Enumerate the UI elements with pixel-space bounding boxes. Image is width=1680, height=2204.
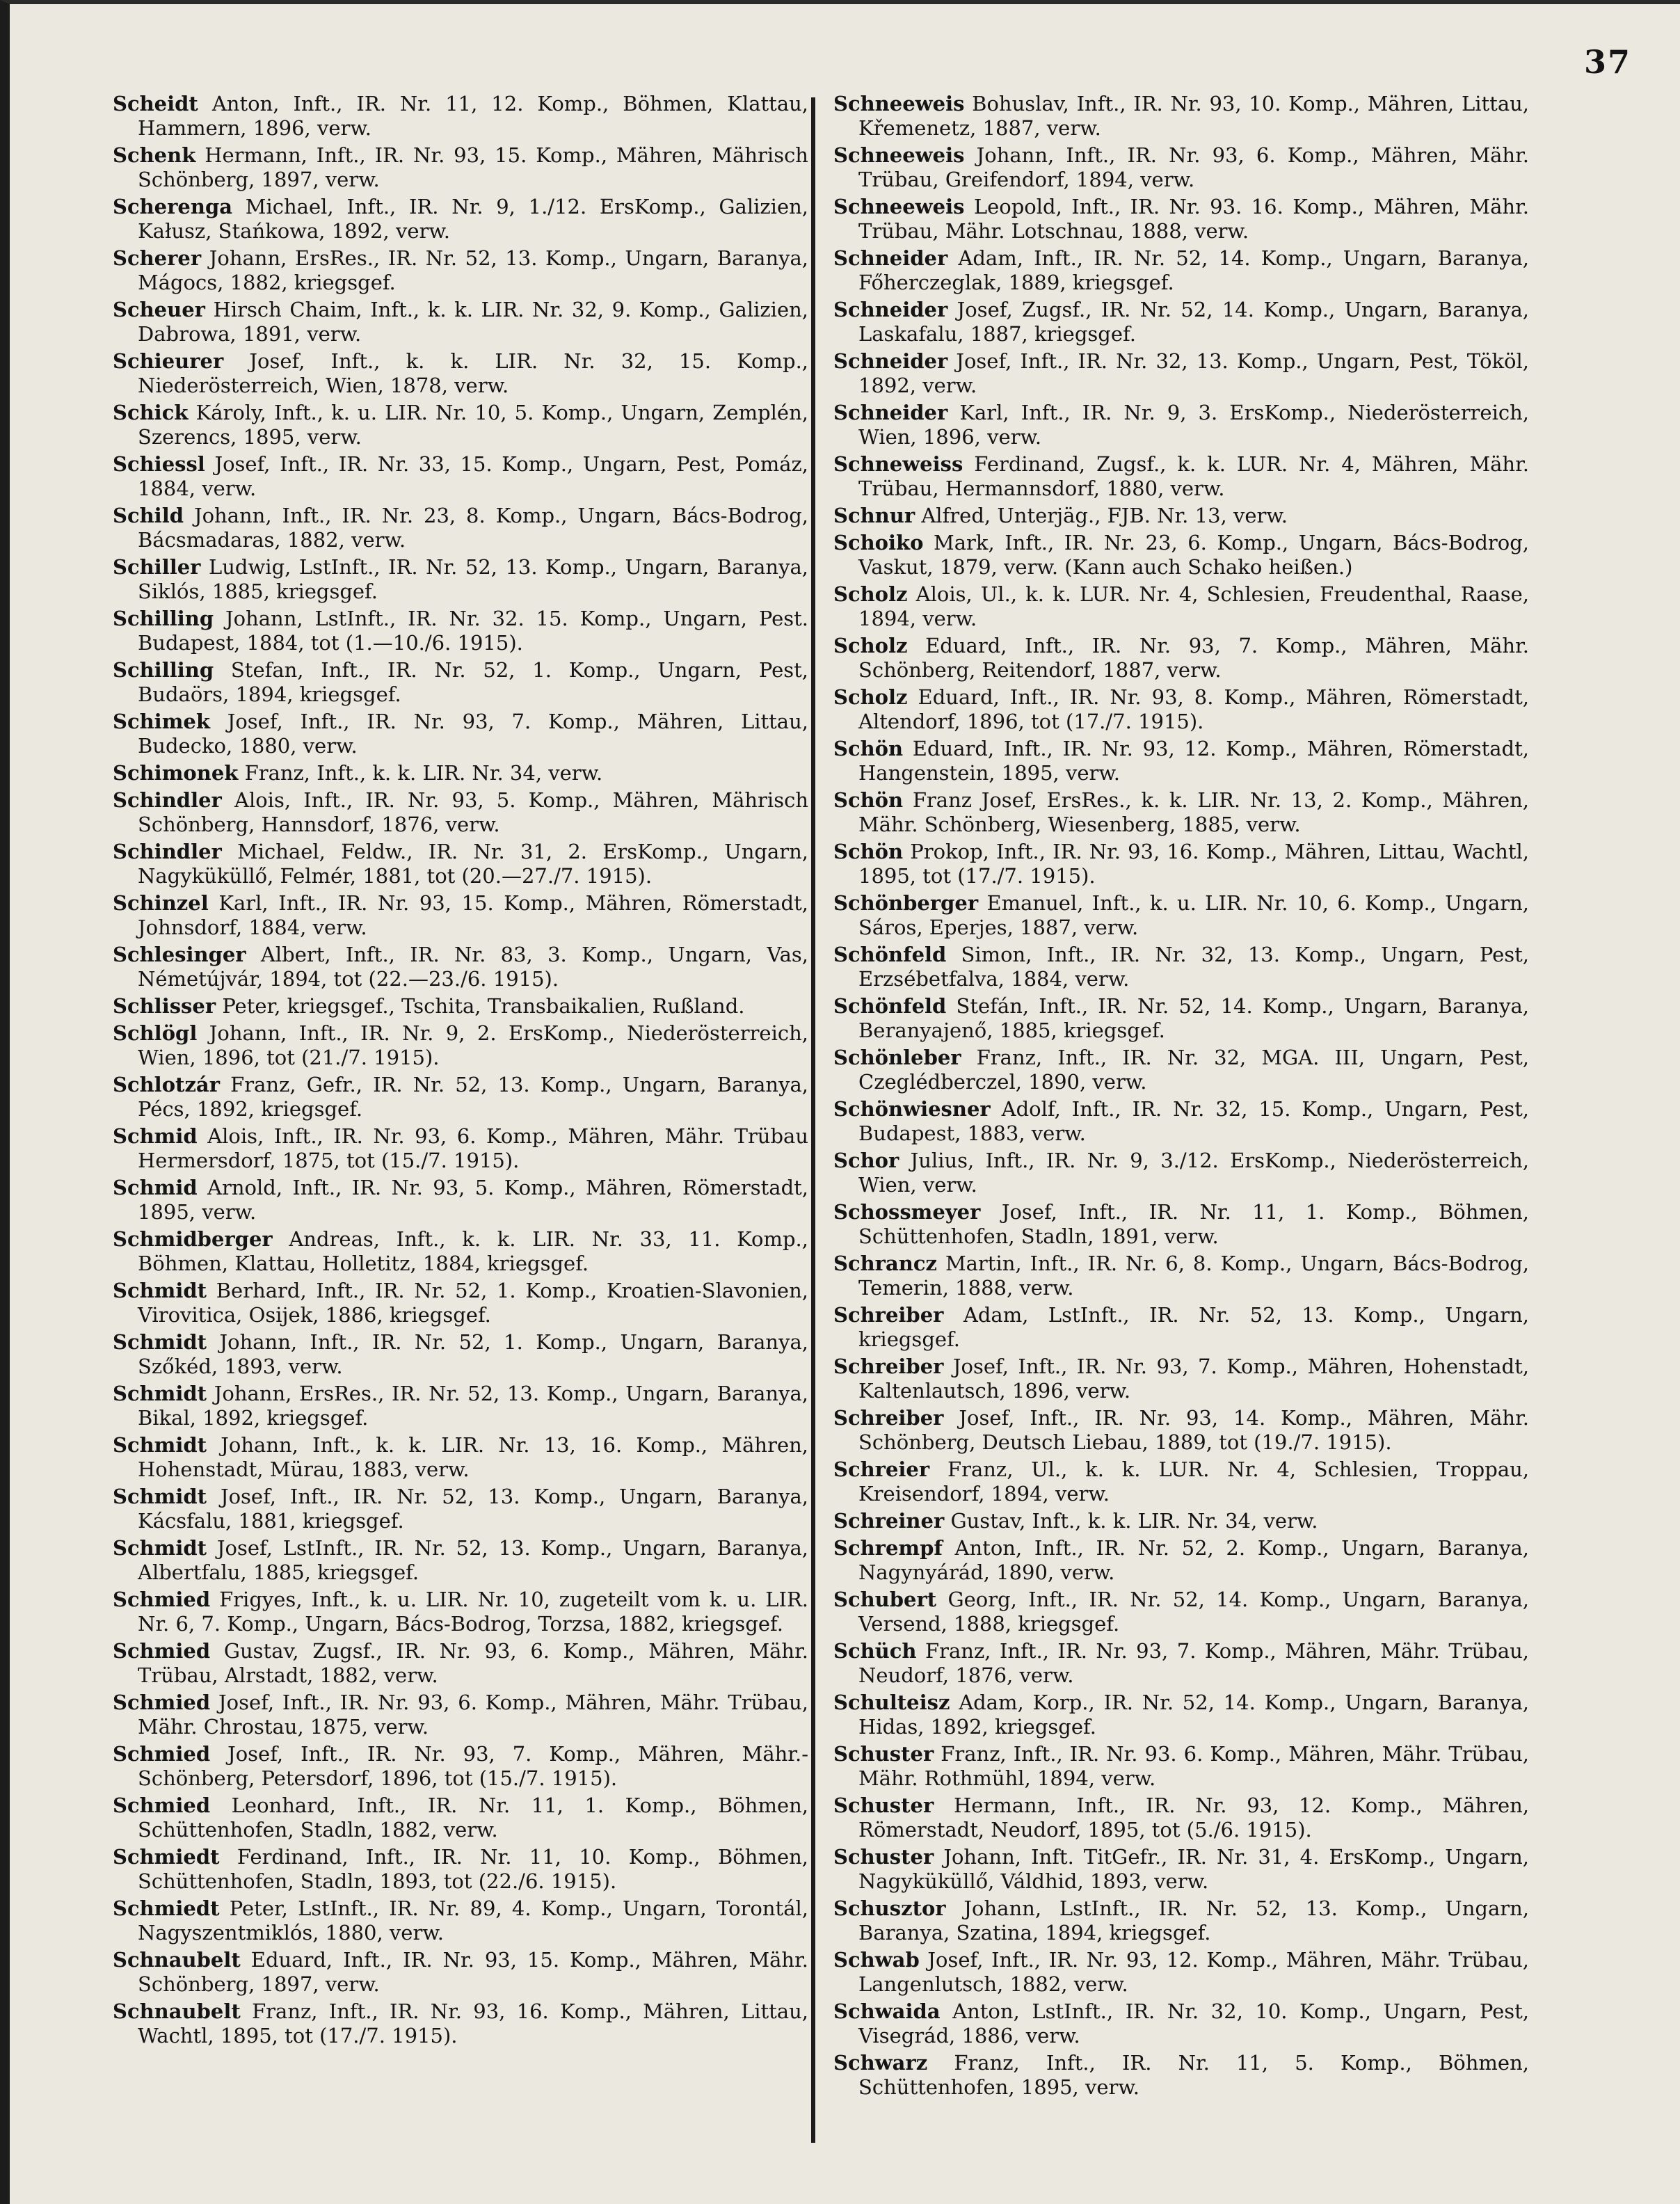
entry-surname: Schmiedt bbox=[113, 1845, 220, 1869]
entry-surname: Schindler bbox=[113, 840, 222, 863]
entry bbox=[113, 143, 808, 192]
entry-surname: Schnaubelt bbox=[113, 1999, 241, 2023]
entry-details: Josef, Inft., IR. Nr. 11, 1. Komp., Böhmen, Schüttenhofen, Stadln, 1891, verw. bbox=[858, 1200, 1530, 1248]
entry bbox=[113, 710, 808, 758]
entry-surname: Schrancz bbox=[833, 1252, 937, 1275]
entry-details: Johann, Inft., IR. Nr. 52, 1. Komp., Ungarn, Baranya, Szőkéd, 1893, verw. bbox=[138, 1330, 808, 1378]
entry-details: Hermann, Inft., IR. Nr. 93, 15. Komp., Mähren, Mährisch Schönberg, 1897, verw. bbox=[138, 143, 808, 191]
entry-surname: Schlesinger bbox=[113, 943, 246, 966]
entry-details: Josef, Inft., IR. Nr. 93, 6. Komp., Mähren, Mähr. Trübau, Mähr. Chrostau, 1875, verw. bbox=[138, 1691, 808, 1739]
entry-details: Michael, Inft., IR. Nr. 9, 1./12. ErsKomp., Galizien, Kałusz, Stańkowa, 1892, verw. bbox=[138, 195, 809, 243]
entry bbox=[833, 401, 1529, 449]
entry-surname: Schmid bbox=[113, 1124, 198, 1148]
entry bbox=[833, 1355, 1529, 1403]
entry bbox=[113, 1845, 808, 1894]
entry bbox=[833, 531, 1529, 580]
entry-surname: Schor bbox=[833, 1149, 899, 1172]
entry-details: Hermann, Inft., IR. Nr. 93, 12. Komp., Mähren, Römerstadt, Neudorf, 1895, tot (5./6. 1915). bbox=[858, 1794, 1530, 1842]
entry-details: Leonhard, Inft., IR. Nr. 11, 1. Komp., Böhmen, Schüttenhofen, Stadln, 1882, verw. bbox=[138, 1794, 808, 1842]
entry bbox=[113, 1896, 808, 1945]
entry-surname: Schneeweis bbox=[833, 92, 965, 115]
entry-details: Johann, Inft., IR. Nr. 93, 6. Komp., Mähren, Mähr. Trübau, Greifendorf, 1894, verw. bbox=[858, 143, 1529, 191]
entry-surname: Schönwiesner bbox=[833, 1097, 991, 1121]
entry-surname: Schneider bbox=[833, 401, 948, 424]
entry-surname: Schieurer bbox=[113, 349, 224, 373]
entry-details: Johann, ErsRes., IR. Nr. 52, 13. Komp., Ungarn, Baranya, Mágocs, 1882, kriegsgef. bbox=[138, 246, 809, 294]
entry bbox=[833, 1252, 1529, 1300]
entry-surname: Schick bbox=[113, 401, 189, 424]
entry-surname: Scherenga bbox=[113, 195, 233, 218]
entry-surname: Schossmeyer bbox=[833, 1200, 981, 1224]
entry-surname: Scherer bbox=[113, 246, 202, 270]
entry-details: Eduard, Inft., IR. Nr. 93, 15. Komp., Mähren, Mähr. Schönberg, 1897, verw. bbox=[138, 1948, 808, 1996]
entry-details: Josef, Inft., IR. Nr. 93, 7. Komp., Mähren, Mähr.-Schönberg, Petersdorf, 1896, tot (15./7. 1915). bbox=[138, 1742, 808, 1790]
entry-details: Emanuel, Inft., k. u. LIR. Nr. 10, 6. Komp., Ungarn, Sáros, Eperjes, 1887, verw. bbox=[858, 891, 1530, 939]
entry-details: Andreas, Inft., k. k. LIR. Nr. 33, 11. Komp., Böhmen, Klattau, Holletitz, 1884, kriegsgef. bbox=[138, 1227, 808, 1275]
entry bbox=[113, 658, 808, 707]
entry bbox=[113, 1536, 808, 1585]
entry-surname: Schreiber bbox=[833, 1406, 944, 1430]
entry-details: Ferdinand, Inft., IR. Nr. 11, 10. Komp., Böhmen, Schüttenhofen, Stadln, 1893, tot (22./6. 1915). bbox=[138, 1845, 808, 1893]
entry bbox=[113, 1227, 808, 1276]
entry bbox=[833, 840, 1529, 888]
entry-details: Josef, Inft., IR. Nr. 93, 12. Komp., Mähren, Mähr. Trübau, Langenlutsch, 1882, verw. bbox=[858, 1948, 1529, 1996]
entry bbox=[833, 943, 1529, 991]
entry-surname: Schreiber bbox=[833, 1355, 944, 1378]
entry bbox=[113, 1742, 808, 1791]
entry-details: Hirsch Chaim, Inft., k. k. LIR. Nr. 32, 9. Komp., Galizien, Dabrowa, 1891, verw. bbox=[138, 298, 808, 346]
entry-surname: Schmidt bbox=[113, 1485, 207, 1508]
entry bbox=[113, 195, 808, 243]
entry-surname: Schmidt bbox=[113, 1279, 207, 1302]
entry-details: Franz, Gefr., IR. Nr. 52, 13. Komp., Ungarn, Baranya, Pécs, 1892, kriegsgef. bbox=[138, 1073, 808, 1121]
entry-details: Johann, Inft., IR. Nr. 9, 2. ErsKomp., Niederösterreich, Wien, 1896, tot (21./7. 1915). bbox=[138, 1021, 809, 1069]
entry-surname: Schneider bbox=[833, 349, 948, 373]
entry-surname: Schrempf bbox=[833, 1536, 943, 1560]
entry bbox=[113, 994, 808, 1019]
entry-details: Franz, Inft., IR. Nr. 93, 16. Komp., Mähren, Littau, Wachtl, 1895, tot (17./7. 1915). bbox=[138, 1999, 809, 2047]
entry-surname: Schuster bbox=[833, 1794, 934, 1817]
entry-surname: Schmied bbox=[113, 1588, 211, 1611]
entry-details: Simon, Inft., IR. Nr. 32, 13. Komp., Ungarn, Pest, Erzsébetfalva, 1884, verw. bbox=[858, 943, 1529, 991]
entry-surname: Schubert bbox=[833, 1588, 937, 1611]
entry-surname: Schenk bbox=[113, 143, 196, 167]
entry-surname: Schnaubelt bbox=[113, 1948, 241, 1972]
entry-surname: Schmidberger bbox=[113, 1227, 273, 1251]
entry bbox=[113, 1124, 808, 1173]
entry-details: Josef, Inft., k. k. LIR. Nr. 32, 15. Komp., Niederösterreich, Wien, 1878, verw. bbox=[138, 349, 809, 397]
entry-details: Franz, Inft., IR. Nr. 11, 5. Komp., Böhmen, Schüttenhofen, 1895, verw. bbox=[858, 2051, 1529, 2099]
entry bbox=[113, 1999, 808, 2048]
entry bbox=[833, 634, 1529, 682]
page-number: 37 bbox=[1583, 43, 1631, 81]
entry bbox=[113, 504, 808, 552]
entry-details: Frigyes, Inft., k. u. LIR. Nr. 10, zugeteilt vom k. u. LIR. Nr. 6, 7. Komp., Ungarn, Bács-Bodrog, Torzsa, 1882, kriegsgef. bbox=[138, 1588, 809, 1636]
entry-details: Josef, Inft., IR. Nr. 93, 14. Komp., Mähren, Mähr. Schönberg, Deutsch Liebau, 1889, tot (19./7. 1915). bbox=[858, 1406, 1530, 1454]
entry-details: Anton, Inft., IR. Nr. 11, 12. Komp., Böhmen, Klattau, Hammern, 1896, verw. bbox=[138, 92, 808, 140]
entry-details: Károly, Inft., k. u. LIR. Nr. 10, 5. Komp., Ungarn, Zemplén, Szerencs, 1895, verw. bbox=[138, 401, 808, 449]
entry-details: Josef, Inft., IR. Nr. 52, 13. Komp., Ungarn, Baranya, Kácsfalu, 1881, kriegsgef. bbox=[138, 1485, 808, 1533]
entry-details: Karl, Inft., IR. Nr. 93, 15. Komp., Mähren, Römerstadt, Johnsdorf, 1884, verw. bbox=[138, 891, 808, 939]
entry-surname: Schreiber bbox=[833, 1303, 944, 1327]
entry-details: Gustav, Zugsf., IR. Nr. 93, 6. Komp., Mähren, Mähr. Trübau, Alrstadt, 1882, verw. bbox=[138, 1639, 808, 1687]
entry-details: Franz, Inft., IR. Nr. 32, MGA. III, Ungarn, Pest, Czeglédberczel, 1890, verw. bbox=[858, 1046, 1530, 1094]
entry-details: Alfred, Unterjäg., FJB. Nr. 13, verw. bbox=[921, 504, 1288, 527]
entry bbox=[113, 452, 808, 501]
entry-surname: Schimek bbox=[113, 710, 210, 733]
entry-surname: Schilling bbox=[113, 607, 214, 630]
column-divider bbox=[811, 97, 815, 2143]
entry-details: Adam, Inft., IR. Nr. 52, 14. Komp., Ungarn, Baranya, Főherczeglak, 1889, kriegsgef. bbox=[858, 246, 1529, 294]
entry-surname: Schuster bbox=[833, 1845, 934, 1869]
entry bbox=[833, 452, 1529, 501]
entry-surname: Schreier bbox=[833, 1458, 930, 1481]
entry bbox=[113, 840, 808, 888]
entry-details: Franz, Inft., k. k. LIR. Nr. 34, verw. bbox=[244, 761, 603, 785]
entry-details: Martin, Inft., IR. Nr. 6, 8. Komp., Ungarn, Bács-Bodrog, Temerin, 1888, verw. bbox=[858, 1252, 1530, 1300]
entry-details: Peter, LstInft., IR. Nr. 89, 4. Komp., Ungarn, Torontál, Nagyszentmiklós, 1880, verw. bbox=[138, 1896, 808, 1945]
entry-details: Josef, Inft., IR. Nr. 93, 7. Komp., Mähren, Littau, Budecko, 1880, verw. bbox=[138, 710, 808, 758]
entry bbox=[833, 92, 1529, 141]
entry-surname: Schneider bbox=[833, 246, 948, 270]
entry-surname: Schmied bbox=[113, 1794, 211, 1817]
entry-surname: Schmidt bbox=[113, 1330, 207, 1354]
entry bbox=[113, 1021, 808, 1070]
entry bbox=[113, 891, 808, 940]
entry-surname: Schönfeld bbox=[833, 994, 947, 1018]
entry-surname: Schmidt bbox=[113, 1536, 207, 1560]
entry-surname: Schimonek bbox=[113, 761, 239, 785]
entry bbox=[113, 1691, 808, 1739]
entry bbox=[113, 246, 808, 295]
entry-surname: Schwab bbox=[833, 1948, 920, 1972]
entry bbox=[113, 1279, 808, 1327]
entry-surname: Schinzel bbox=[113, 891, 209, 915]
entry bbox=[833, 1948, 1529, 1997]
entry bbox=[833, 685, 1529, 734]
entry-surname: Schlotzár bbox=[113, 1073, 220, 1096]
entry-details: Josef, LstInft., IR. Nr. 52, 13. Komp., Ungarn, Baranya, Albertfalu, 1885, kriegsgef. bbox=[138, 1536, 808, 1584]
entry-details: Johann, LstInft., IR. Nr. 52, 13. Komp., Ungarn, Baranya, Szatina, 1894, kriegsgef. bbox=[858, 1896, 1530, 1945]
entry bbox=[833, 1509, 1529, 1533]
entry-surname: Schmid bbox=[113, 1176, 198, 1199]
entry-details: Leopold, Inft., IR. Nr. 93. 16. Komp., Mähren, Mähr. Trübau, Mähr. Lotschnau, 1888, verw. bbox=[858, 195, 1529, 243]
entry bbox=[833, 1046, 1529, 1094]
entry-details: Adolf, Inft., IR. Nr. 32, 15. Komp., Ungarn, Pest, Budapest, 1883, verw. bbox=[858, 1097, 1529, 1145]
entry-details: Gustav, Inft., k. k. LIR. Nr. 34, verw. bbox=[950, 1509, 1318, 1533]
entry-surname: Schmied bbox=[113, 1639, 211, 1663]
entry bbox=[113, 1433, 808, 1482]
entry bbox=[833, 1536, 1529, 1585]
entry bbox=[833, 788, 1529, 837]
entry bbox=[833, 1845, 1529, 1894]
entry bbox=[113, 1382, 808, 1430]
entry-surname: Scholz bbox=[833, 685, 908, 709]
entry-surname: Schlisser bbox=[113, 994, 216, 1018]
entry-surname: Schönberger bbox=[833, 891, 979, 915]
entry bbox=[833, 1896, 1529, 1945]
entry bbox=[833, 1999, 1529, 2048]
entry-surname: Schön bbox=[833, 737, 904, 760]
entry-surname: Schoiko bbox=[833, 531, 924, 554]
entry-details: Eduard, Inft., IR. Nr. 93, 12. Komp., Mähren, Römerstadt, Hangenstein, 1895, verw. bbox=[858, 737, 1529, 785]
entry-details: Julius, Inft., IR. Nr. 9, 3./12. ErsKomp., Niederösterreich, Wien, verw. bbox=[858, 1149, 1529, 1197]
entry-surname: Schmied bbox=[113, 1742, 211, 1766]
entry-details: Georg, Inft., IR. Nr. 52, 14. Komp., Ungarn, Baranya, Versend, 1888, kriegsgef. bbox=[858, 1588, 1529, 1636]
entry-surname: Schneider bbox=[833, 298, 948, 321]
entry bbox=[833, 1097, 1529, 1146]
entry bbox=[833, 298, 1529, 346]
entry-details: Albert, Inft., IR. Nr. 83, 3. Komp., Ungarn, Vas, Németújvár, 1894, tot (22.—23./6. 1915). bbox=[138, 943, 808, 991]
entry-surname: Scholz bbox=[833, 582, 908, 606]
entry-surname: Schuster bbox=[833, 1742, 934, 1766]
entry bbox=[113, 1948, 808, 1997]
entry bbox=[113, 943, 808, 991]
entry-surname: Scheuer bbox=[113, 298, 205, 321]
entry-details: Ludwig, LstInft., IR. Nr. 52, 13. Komp., Ungarn, Baranya, Siklós, 1885, kriegsgef. bbox=[138, 555, 808, 603]
entry bbox=[113, 788, 808, 837]
entry-details: Eduard, Inft., IR. Nr. 93, 8. Komp., Mähren, Römerstadt, Altendorf, 1896, tot (17./7. 1915). bbox=[858, 685, 1530, 733]
entry-surname: Schwarz bbox=[833, 2051, 928, 2075]
entry bbox=[833, 1639, 1529, 1688]
entry bbox=[113, 92, 808, 141]
entry bbox=[113, 1588, 808, 1636]
entry bbox=[113, 555, 808, 604]
entry-surname: Schindler bbox=[113, 788, 222, 812]
entry-details: Peter, kriegsgef., Tschita, Transbaikalien, Rußland. bbox=[222, 994, 745, 1018]
entry-details: Anton, Inft., IR. Nr. 52, 2. Komp., Ungarn, Baranya, Nagynyárád, 1890, verw. bbox=[858, 1536, 1530, 1584]
entry-surname: Scheidt bbox=[113, 92, 198, 115]
entry-details: Franz Josef, ErsRes., k. k. LIR. Nr. 13, 2. Komp., Mähren, Mähr. Schönberg, Wiesenberg, 1885, verw. bbox=[858, 788, 1529, 836]
entry bbox=[113, 401, 808, 449]
entry bbox=[833, 1303, 1529, 1352]
entry bbox=[113, 1485, 808, 1533]
entry-surname: Schneeweis bbox=[833, 195, 965, 218]
entry-details: Eduard, Inft., IR. Nr. 93, 7. Komp., Mähren, Mähr. Schönberg, Reitendorf, 1887, verw. bbox=[858, 634, 1529, 682]
entry-surname: Schiessl bbox=[113, 452, 205, 476]
entry bbox=[833, 582, 1529, 631]
entry-surname: Schönleber bbox=[833, 1046, 961, 1069]
entry-details: Josef, Zugsf., IR. Nr. 52, 14. Komp., Ungarn, Baranya, Laskafalu, 1887, kriegsgef. bbox=[858, 298, 1529, 346]
entry-details: Johann, Inft., k. k. LIR. Nr. 13, 16. Komp., Mähren, Hohenstadt, Mürau, 1883, verw. bbox=[138, 1433, 808, 1481]
entry-details: Josef, Inft., IR. Nr. 32, 13. Komp., Ungarn, Pest, Tököl, 1892, verw. bbox=[858, 349, 1530, 397]
entry-details: Franz, Inft., IR. Nr. 93, 7. Komp., Mähren, Mähr. Trübau, Neudorf, 1876, verw. bbox=[858, 1639, 1529, 1687]
entry bbox=[113, 1330, 808, 1379]
entry bbox=[833, 1149, 1529, 1197]
entry-details: Josef, Inft., IR. Nr. 33, 15. Komp., Ungarn, Pest, Pomáz, 1884, verw. bbox=[138, 452, 808, 500]
entry-details: Arnold, Inft., IR. Nr. 93, 5. Komp., Mähren, Römerstadt, 1895, verw. bbox=[138, 1176, 809, 1224]
entry-surname: Schmidt bbox=[113, 1433, 207, 1457]
entry bbox=[833, 1200, 1529, 1249]
entry bbox=[833, 737, 1529, 785]
entry-details: Alois, Inft., IR. Nr. 93, 6. Komp., Mähren, Mähr. Trübau Hermersdorf, 1875, tot (15./7. 1915). bbox=[138, 1124, 809, 1172]
entry bbox=[833, 1406, 1529, 1455]
entry bbox=[833, 1588, 1529, 1636]
entry-details: Johann, Inft. TitGefr., IR. Nr. 31, 4. ErsKomp., Ungarn, Nagyküküllő, Váldhid, 1893, verw. bbox=[858, 1845, 1529, 1893]
entry bbox=[833, 2051, 1529, 2100]
entry-details: Berhard, Inft., IR. Nr. 52, 1. Komp., Kroatien-Slavonien, Virovitica, Osijek, 1886, kriegsgef. bbox=[138, 1279, 808, 1327]
entry-surname: Schwaida bbox=[833, 1999, 941, 2023]
entry-details: Michael, Feldw., IR. Nr. 31, 2. ErsKomp., Ungarn, Nagyküküllő, Felmér, 1881, tot (20.—27./7. 1915). bbox=[138, 840, 808, 888]
left-column bbox=[113, 92, 808, 2051]
entry bbox=[833, 504, 1529, 528]
entry bbox=[113, 298, 808, 346]
entry-surname: Schön bbox=[833, 840, 904, 863]
entry bbox=[833, 195, 1529, 243]
entry-details: Karl, Inft., IR. Nr. 9, 3. ErsKomp., Niederösterreich, Wien, 1896, verw. bbox=[858, 401, 1529, 449]
entry-details: Franz, Ul., k. k. LUR. Nr. 4, Schlesien, Troppau, Kreisendorf, 1894, verw. bbox=[858, 1458, 1530, 1506]
entry-surname: Scholz bbox=[833, 634, 908, 657]
entry bbox=[113, 1176, 808, 1224]
entry bbox=[113, 1639, 808, 1688]
entry-details: Anton, LstInft., IR. Nr. 32, 10. Komp., Ungarn, Pest, Visegrád, 1886, verw. bbox=[858, 1999, 1529, 2047]
entry-details: Adam, Korp., IR. Nr. 52, 14. Komp., Ungarn, Baranya, Hidas, 1892, kriegsgef. bbox=[858, 1691, 1530, 1739]
entry-surname: Schneeweis bbox=[833, 143, 965, 167]
entry-details: Mark, Inft., IR. Nr. 23, 6. Komp., Ungarn, Bács-Bodrog, Vaskut, 1879, verw. (Kann auch Schako heißen.) bbox=[858, 531, 1530, 579]
entry bbox=[113, 761, 808, 785]
entry-surname: Schreiner bbox=[833, 1509, 945, 1533]
entry bbox=[833, 1458, 1529, 1506]
entry-surname: Schmied bbox=[113, 1691, 211, 1714]
entry-details: Josef, Inft., IR. Nr. 93, 7. Komp., Mähren, Hohenstadt, Kaltenlautsch, 1896, verw. bbox=[858, 1355, 1529, 1403]
right-column bbox=[833, 92, 1529, 2102]
entry-surname: Schmidt bbox=[113, 1382, 207, 1405]
entry-surname: Schön bbox=[833, 788, 904, 812]
entry bbox=[113, 1073, 808, 1121]
entry-details: Alois, Inft., IR. Nr. 93, 5. Komp., Mähren, Mährisch Schönberg, Hannsdorf, 1876, verw. bbox=[138, 788, 809, 836]
entry bbox=[833, 1742, 1529, 1791]
entry bbox=[833, 349, 1529, 398]
entry bbox=[113, 607, 808, 655]
entry-details: Ferdinand, Zugsf., k. k. LUR. Nr. 4, Mähren, Mähr. Trübau, Hermannsdorf, 1880, verw. bbox=[858, 452, 1530, 500]
entry-surname: Schusztor bbox=[833, 1896, 946, 1920]
entry-details: Alois, Ul., k. k. LUR. Nr. 4, Schlesien, Freudenthal, Raase, 1894, verw. bbox=[858, 582, 1530, 630]
entry-details: Stefán, Inft., IR. Nr. 52, 14. Komp., Ungarn, Baranya, Beranyajenő, 1885, kriegsgef. bbox=[858, 994, 1530, 1042]
entry-surname: Schild bbox=[113, 504, 184, 527]
entry-surname: Schneweiss bbox=[833, 452, 963, 476]
entry-details: Bohuslav, Inft., IR. Nr. 93, 10. Komp., Mähren, Littau, Křemenetz, 1887, verw. bbox=[858, 92, 1530, 140]
entry-details: Franz, Inft., IR. Nr. 93. 6. Komp., Mähren, Mähr. Trübau, Mähr. Rothmühl, 1894, verw. bbox=[858, 1742, 1530, 1790]
entry-surname: Schulteisz bbox=[833, 1691, 950, 1714]
entry-details: Johann, ErsRes., IR. Nr. 52, 13. Komp., Ungarn, Baranya, Bikal, 1892, kriegsgef. bbox=[138, 1382, 809, 1430]
entry bbox=[113, 1794, 808, 1842]
entry-details: Johann, LstInft., IR. Nr. 32. 15. Komp., Ungarn, Pest. Budapest, 1884, tot (1.—10./6. 1915). bbox=[138, 607, 809, 655]
entry-surname: Schilling bbox=[113, 658, 214, 682]
entry-surname: Schmiedt bbox=[113, 1896, 220, 1920]
entry-details: Johann, Inft., IR. Nr. 23, 8. Komp., Ungarn, Bács-Bodrog, Bácsmadaras, 1882, verw. bbox=[138, 504, 809, 552]
entry bbox=[113, 349, 808, 398]
entry-details: Prokop, Inft., IR. Nr. 93, 16. Komp., Mähren, Littau, Wachtl, 1895, tot (17./7. 1915). bbox=[858, 840, 1530, 888]
entry-surname: Schüch bbox=[833, 1639, 917, 1663]
entry bbox=[833, 143, 1529, 192]
entry bbox=[833, 994, 1529, 1043]
entry bbox=[833, 1794, 1529, 1842]
entry-surname: Schlögl bbox=[113, 1021, 198, 1045]
entry-surname: Schiller bbox=[113, 555, 201, 579]
entry bbox=[833, 246, 1529, 295]
entry bbox=[833, 891, 1529, 940]
entry-surname: Schönfeld bbox=[833, 943, 947, 966]
entry-details: Adam, LstInft., IR. Nr. 52, 13. Komp., Ungarn, kriegsgef. bbox=[858, 1303, 1530, 1351]
entry-surname: Schnur bbox=[833, 504, 915, 527]
entry-details: Stefan, Inft., IR. Nr. 52, 1. Komp., Ungarn, Pest, Budaörs, 1894, kriegsgef. bbox=[138, 658, 809, 706]
entry bbox=[833, 1691, 1529, 1739]
